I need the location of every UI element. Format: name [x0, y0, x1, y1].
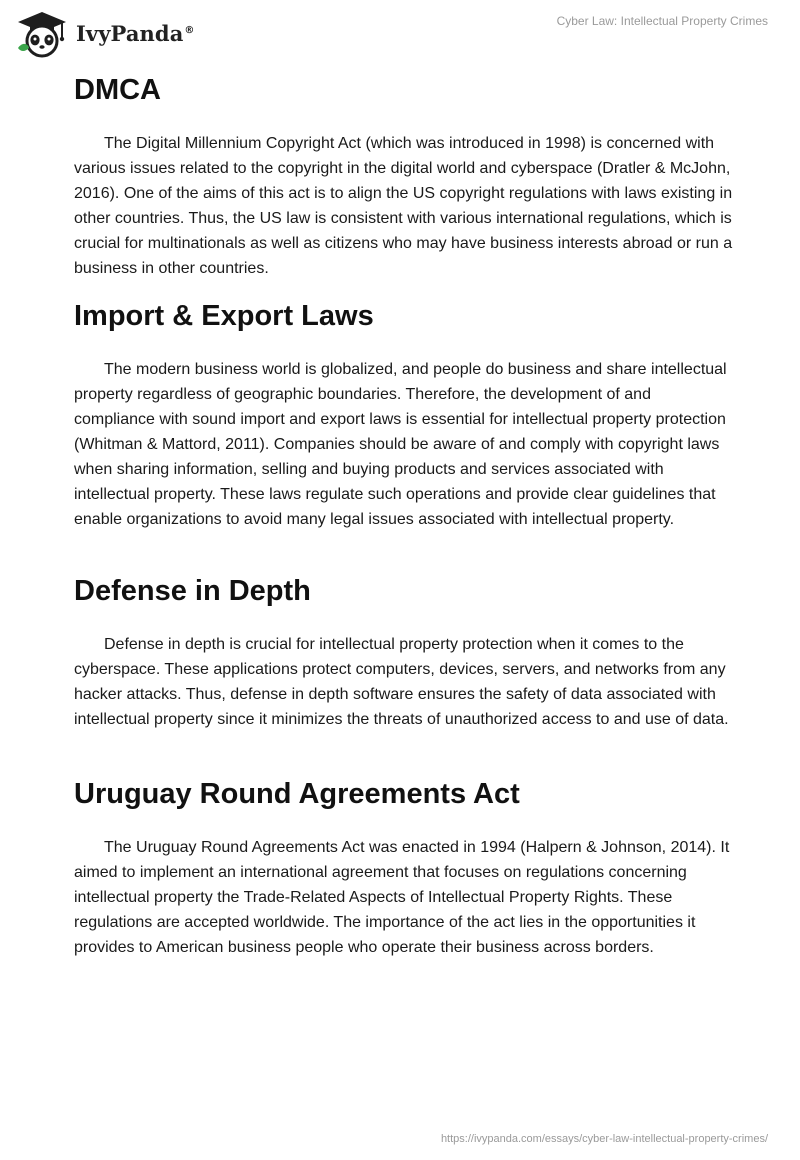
section-heading-uruguay-round: Uruguay Round Agreements Act — [74, 778, 520, 810]
section-heading-dmca: DMCA — [74, 74, 161, 106]
section-paragraph-dmca: The Digital Millennium Copyright Act (which was introduced in 1998) is concerned with various issues related to the copyright in the digital world and cyberspace (Dratler & McJohn, 2016). One of the aims of this act is to align the US copyright regulations with laws existing in other countries. Thus, the US law is consistent with various international regulations, which is crucial for multinationals as well as citizens who may have business interests abroad or run a business in other countries. — [74, 135, 733, 277]
section-paragraph-uruguay-round: The Uruguay Round Agreements Act was enacted in 1994 (Halpern & Johnson, 2014). It aimed to implement an international agreement that focuses on regulations concerning intellectual property the Trade-Related Aspects of Intellectual Property Rights. These regulations are accepted worldwide. The importance of the act lies in the opportunities it provides to American business people who operate their business across borders. — [74, 839, 730, 956]
section-heading-defense-in-depth: Defense in Depth — [74, 575, 311, 607]
section-paragraph-defense-in-depth: Defense in depth is crucial for intellectual property protection when it comes to the cyberspace. These applications protect computers, devices, servers, and networks from any hacker attacks. Thus, defense in depth software ensures the safety of data associated with intellectual property since it minimizes the threats of unauthorized access to and use of data. — [74, 636, 729, 728]
document-title: Cyber Law: Intellectual Property Crimes — [556, 14, 768, 28]
section-heading-import-export: Import & Export Laws — [74, 300, 374, 332]
section-paragraph-import-export: The modern business world is globalized, and people do business and share intellectual property regardless of geographic boundaries. Therefore, the development of and compliance with sound import and export laws is essential for intellectual property protection (Whitman & Mattord, 2011). Companies should be aware of and comply with copyright laws when sharing information, selling and buying products and services associated with intellectual property. These laws regulate such operations and provide clear guidelines that enable organizations to avoid many legal issues associated with intellectual property. — [74, 361, 727, 528]
brand-logo[interactable] — [14, 8, 195, 58]
source-url-link[interactable]: https://ivypanda.com/essays/cyber-law-intellectual-property-crimes/ — [440, 1133, 768, 1145]
page-header — [0, 0, 800, 62]
brand-name: IvyPanda® — [76, 20, 195, 46]
panda-graduate-icon — [14, 8, 70, 58]
